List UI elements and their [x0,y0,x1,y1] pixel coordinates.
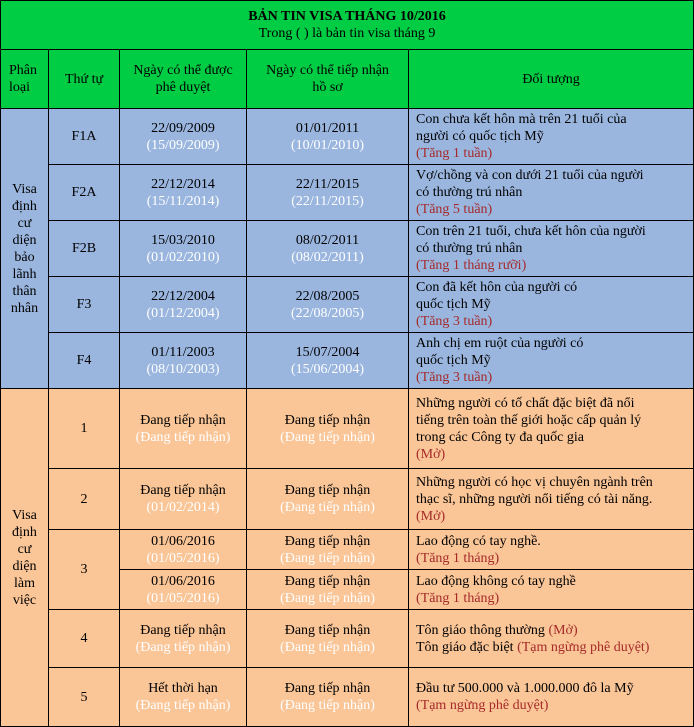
target-cell [409,165,694,221]
page-title: BẢN TIN VISA THÁNG 10/2016 [248,9,446,24]
table-row [1,610,694,668]
target-cell [409,469,694,530]
target-line: Những người có học vị chuyên ngành trên [416,474,653,490]
order-cell: F2B [49,221,120,277]
group-label-line: làm [14,575,35,591]
order-cell: 2 [49,469,120,530]
receipt-previous: (08/02/2011) [291,249,364,265]
approval-previous: (01/02/2014) [146,500,220,515]
change-note: (Tạm ngừng phê duyệt) [416,698,549,713]
receipt-cell [247,469,409,530]
approval-cell [120,610,247,668]
target-line: thạc sĩ, những người nổi tiếng có tài năng. [416,491,653,507]
approval-cell [120,333,247,389]
receipt-cell [247,530,409,570]
receipt-previous: (Đang tiếp nhận) [280,550,375,566]
approval-cell [120,165,247,221]
target-line: Lao động không có tay nghề [416,573,576,589]
target-cell [409,277,694,333]
table-row [1,668,694,727]
table-row [1,109,694,165]
change-note: (Mở) [416,508,446,524]
change-note: (Tăng 1 tháng) [416,550,500,566]
approval-cell [120,277,247,333]
receipt-previous: (Đang tiếp nhận) [280,698,375,713]
group-label-line: định [12,198,37,214]
approval-cell [120,530,247,570]
header-receipt-line: Ngày có thể tiếp nhận [266,63,389,78]
header-category-line: Phân [9,63,37,78]
order-cell: F1A [49,109,120,165]
target-line: quốc tịch Mỹ [416,297,491,312]
header-row [1,50,694,109]
group-label-line: cư [17,541,32,557]
receipt-cell [247,109,409,165]
change-note: (Tăng 5 tuần) [416,202,493,217]
approval-cell [120,389,247,469]
approval-current: 15/03/2010 [151,232,215,248]
change-note: (Tăng 3 tuần) [416,314,493,329]
target-text: Tôn giáo thông thường [416,622,549,638]
approval-current: 22/09/2009 [151,120,215,136]
table-row [1,165,694,221]
receipt-previous: (Đang tiếp nhận) [280,590,375,606]
approval-current: 22/12/2014 [151,176,215,192]
approval-current: Hết thời hạn [148,681,218,696]
family-group-label [1,109,49,389]
order-cell: F3 [49,277,120,333]
receipt-cell [247,570,409,610]
receipt-current: 22/08/2005 [295,288,360,304]
receipt-cell [247,277,409,333]
change-note: (Tăng 3 tuần) [416,370,493,385]
group-label-line: bảo [14,249,35,265]
group-label-line: nhân [10,300,39,316]
target-line: Con chưa kết hôn mà trên 21 tuổi của [416,112,627,127]
target-line: quốc tịch Mỹ [416,353,491,368]
header-receipt-line: hồ sơ [312,80,343,95]
order-cell: 3 [49,530,120,610]
approval-previous: (15/09/2009) [146,137,220,153]
group-label-line: cư [17,215,32,231]
change-note: (Mở) [416,446,446,462]
target-line: có thường trú nhân [416,185,523,200]
approval-current: 01/06/2016 [151,573,215,589]
group-label-line: diện [12,232,37,248]
change-note: (Tăng 1 tháng rưỡi) [416,258,527,273]
header-order: Thứ tự [49,50,120,109]
target-cell [409,221,694,277]
approval-previous: (15/11/2014) [146,193,220,209]
page-subtitle: Trong ( ) là bản tin visa tháng 9 [258,26,436,41]
target-line: có thường trú nhân [416,241,523,256]
receipt-current: Đang tiếp nhận [284,622,371,638]
group-label-line: định [12,524,37,540]
target-cell [409,389,694,469]
receipt-current: Đang tiếp nhận [284,573,371,589]
target-line: Đầu tư 500.000 và 1.000.000 đô la Mỹ [416,681,634,696]
receipt-cell [247,610,409,668]
receipt-current: Đang tiếp nhận [284,681,371,696]
approval-previous: (01/05/2016) [146,550,220,566]
approval-cell [120,469,247,530]
approval-previous: (01/05/2016) [146,590,220,606]
receipt-cell [247,333,409,389]
change-note: (Tăng 1 tuần) [416,146,493,161]
target-cell [409,570,694,610]
group-label-line: Visa [12,507,37,523]
target-line: người có quốc tịch Mỹ [416,129,544,144]
target-line: tiếng trên toàn thế giới hoặc cấp quản lý [416,412,642,428]
order-cell: 4 [49,610,120,668]
table-row [1,389,694,469]
group-label-line: lãnh [12,266,37,282]
group-label-line: thân [12,283,37,299]
table-row [1,277,694,333]
receipt-previous: (22/08/2005) [290,305,365,321]
receipt-previous: (Đang tiếp nhận) [280,639,375,655]
target-line: Anh chị em ruột của người có [416,336,584,351]
approval-previous: (01/12/2004) [146,305,220,321]
title-cell [1,1,694,50]
receipt-current: 08/02/2011 [295,232,360,248]
approval-cell [120,668,247,727]
approval-current: Đang tiếp nhận [140,622,226,638]
table-row [1,333,694,389]
target-cell [409,610,694,668]
approval-current: 01/06/2016 [151,533,215,549]
receipt-current: Đang tiếp nhận [284,483,371,498]
change-note: (Tạm ngừng phê duyệt) [517,639,650,655]
approval-current: 01/11/2003 [151,344,215,360]
target-cell [409,333,694,389]
receipt-cell [247,221,409,277]
order-cell: 5 [49,668,120,727]
approval-current: 22/12/2004 [151,288,215,304]
header-approval-line: phê duyệt [155,80,211,95]
target-line: trong các Công ty đa quốc gia [416,429,584,445]
approval-cell [120,109,247,165]
target-line: Vợ/chồng và con dưới 21 tuổi của người [416,168,644,183]
receipt-current: 15/07/2004 [295,344,360,360]
table-row [1,221,694,277]
receipt-previous: (10/01/2010) [290,137,365,153]
target-line [416,622,693,639]
target-cell [409,530,694,570]
header-receipt-date [247,50,409,109]
receipt-previous: (22/11/2015) [291,193,364,209]
receipt-previous: (Đang tiếp nhận) [280,500,375,515]
receipt-current: 01/01/2011 [295,120,360,136]
receipt-current: Đang tiếp nhận [284,412,371,428]
header-category [1,50,49,109]
approval-previous: (08/10/2003) [146,361,220,377]
approval-previous: (01/02/2010) [146,249,220,265]
target-line [416,639,693,656]
target-line: Con đã kết hôn của người có [416,280,578,295]
approval-previous: (Đang tiếp nhận) [135,429,231,445]
order-cell: 1 [49,389,120,469]
target-line: Lao động có tay nghề. [416,533,541,549]
group-label-line: việc [12,592,37,608]
receipt-cell [247,389,409,469]
target-text: Tôn giáo đặc biệt [416,639,518,655]
group-label-line: Visa [12,181,37,197]
target-cell [409,668,694,727]
change-note: (Mở) [548,622,578,638]
title-row [1,1,694,50]
group-label-line: diện [12,558,37,574]
receipt-current: Đang tiếp nhận [284,533,371,549]
approval-current: Đang tiếp nhận [140,483,226,498]
order-cell: F4 [49,333,120,389]
header-target: Đối tượng [409,50,694,109]
receipt-previous: (15/06/2004) [290,361,365,377]
approval-previous: (Đang tiếp nhận) [135,698,231,713]
target-line: Con trên 21 tuổi, chưa kết hôn của người [416,224,646,239]
table-row [1,530,694,570]
target-line: Những người có tố chất đặc biệt đã nổi [416,395,635,411]
table-row [1,469,694,530]
approval-cell [120,570,247,610]
header-approval-line: Ngày có thể được [133,63,233,78]
header-category-line: loại [9,80,30,95]
receipt-cell [247,165,409,221]
receipt-current: 22/11/2015 [295,176,360,192]
header-approval-date [120,50,247,109]
receipt-cell [247,668,409,727]
work-group-label [1,389,49,727]
approval-previous: (Đang tiếp nhận) [135,639,231,655]
approval-current: Đang tiếp nhận [140,412,226,428]
change-note: (Tăng 1 tháng) [416,590,500,606]
approval-cell [120,221,247,277]
target-cell [409,109,694,165]
order-cell: F2A [49,165,120,221]
receipt-previous: (Đang tiếp nhận) [280,429,375,445]
